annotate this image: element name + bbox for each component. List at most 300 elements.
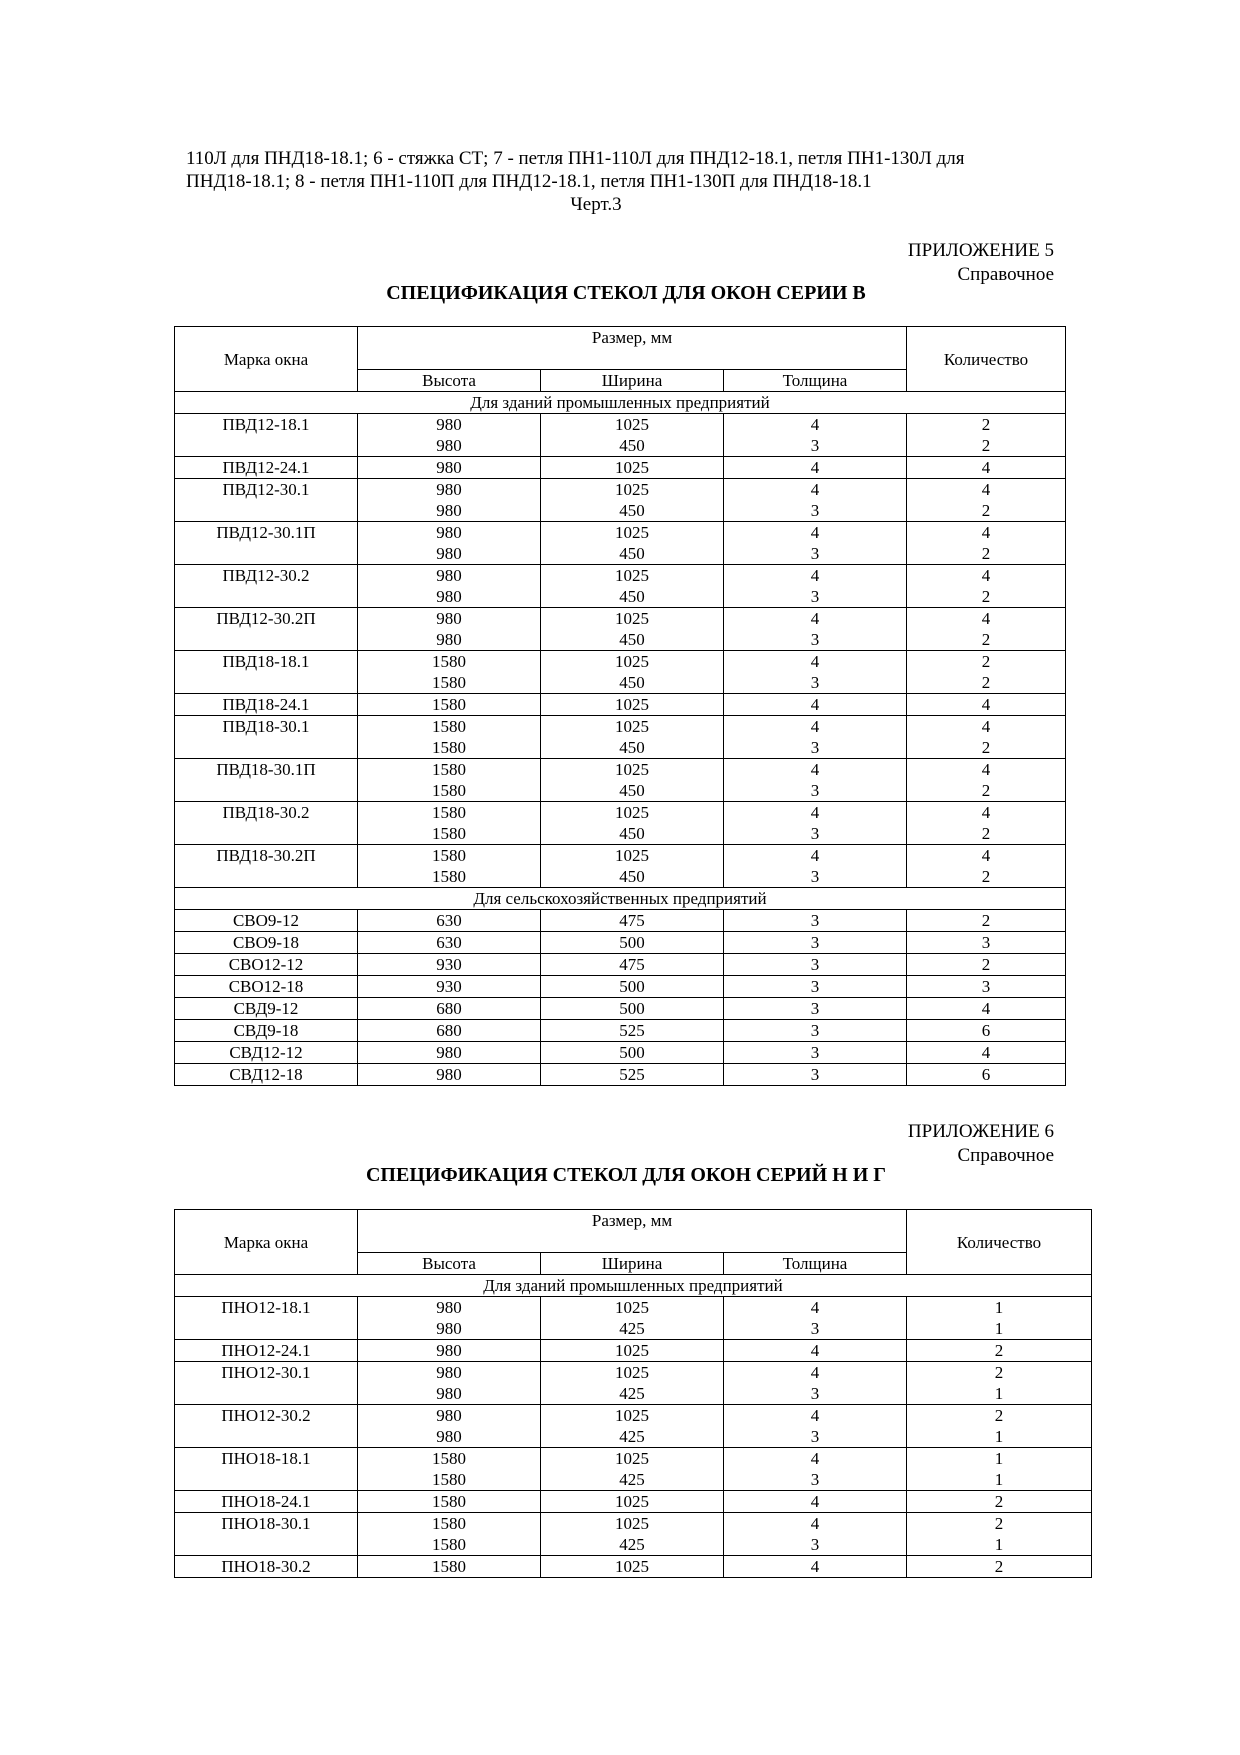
- cell-thickness: [724, 1064, 907, 1086]
- cell-height: [358, 845, 541, 888]
- cell-thickness-value: 4: [810, 1341, 820, 1360]
- cell-thickness-value: 4: [810, 566, 820, 585]
- cell-thickness-value: 4: [810, 1492, 820, 1511]
- cell-height-value: 1580: [432, 1557, 466, 1576]
- cell-height-value: 680: [436, 999, 462, 1018]
- cell-qty: [907, 1513, 1092, 1556]
- cell-height: [358, 1556, 541, 1578]
- cell-height: [358, 1513, 541, 1556]
- cell-thickness-value: 4: [810, 717, 820, 736]
- window-mark: ПВД12-30.1П: [175, 522, 358, 565]
- cell-qty-value: 2: [994, 1406, 1004, 1425]
- cell-width-value: 1025: [615, 609, 649, 628]
- cell-height-value: 980: [436, 1427, 462, 1446]
- cell-height-value: 1580: [432, 803, 466, 822]
- window-mark: ПНО12-24.1: [175, 1340, 358, 1362]
- cell-width: [541, 1448, 724, 1491]
- cell-width-value: 1025: [615, 1557, 649, 1576]
- cell-width-value: 500: [619, 933, 645, 952]
- cell-width: [541, 1556, 724, 1578]
- appendix6-note: Справочное: [957, 1145, 1054, 1166]
- header-height: Высота: [358, 370, 541, 392]
- cell-thickness-value: 4: [810, 523, 820, 542]
- window-mark: СВД9-12: [175, 998, 358, 1020]
- cell-width-value: 450: [619, 630, 645, 649]
- cell-thickness: [724, 1340, 907, 1362]
- cell-thickness: [724, 1297, 907, 1340]
- cell-qty-value: 2: [981, 781, 991, 800]
- cell-qty: [907, 1556, 1092, 1578]
- window-mark: ПВД18-30.2: [175, 802, 358, 845]
- window-mark: ПВД12-18.1: [175, 414, 358, 457]
- cell-height-value: 980: [436, 1298, 462, 1317]
- cell-thickness: [724, 1362, 907, 1405]
- cell-thickness-value: 3: [810, 587, 820, 606]
- table-row: [175, 998, 1066, 1020]
- cell-qty: [907, 716, 1066, 759]
- table-row: [175, 479, 1066, 522]
- cell-qty-value: 2: [994, 1363, 1004, 1382]
- cell-thickness: [724, 608, 907, 651]
- header-qty: Количество: [907, 1210, 1092, 1275]
- cell-thickness: [724, 1513, 907, 1556]
- header-size: Размер, мм: [358, 1210, 907, 1253]
- table-row: [175, 1448, 1092, 1491]
- cell-height: [358, 1362, 541, 1405]
- cell-width: [541, 522, 724, 565]
- cell-thickness-value: 3: [810, 867, 820, 886]
- cell-width-value: 450: [619, 738, 645, 757]
- cell-width-value: 425: [619, 1535, 645, 1554]
- cell-thickness: [724, 802, 907, 845]
- cell-thickness: [724, 1405, 907, 1448]
- table-row: [175, 1297, 1092, 1340]
- cell-qty: [907, 565, 1066, 608]
- table-row: [175, 1340, 1092, 1362]
- cell-width-value: 1025: [615, 1341, 649, 1360]
- cell-thickness: [724, 954, 907, 976]
- cell-qty-value: 1: [994, 1535, 1004, 1554]
- table-row: [175, 716, 1066, 759]
- appendix6-header: [908, 1120, 1054, 1168]
- section-row: [175, 888, 1066, 910]
- cell-width-value: 1025: [615, 803, 649, 822]
- window-mark: СВО12-18: [175, 976, 358, 998]
- cell-width-value: 1025: [615, 480, 649, 499]
- cell-width: [541, 694, 724, 716]
- cell-width-value: 425: [619, 1319, 645, 1338]
- cell-height-value: 1580: [432, 760, 466, 779]
- cell-qty-value: 2: [981, 415, 991, 434]
- cell-width-value: 500: [619, 1043, 645, 1062]
- cell-qty: [907, 932, 1066, 954]
- cell-width-value: 525: [619, 1021, 645, 1040]
- window-mark: ПНО12-30.1: [175, 1362, 358, 1405]
- cell-qty-value: 4: [981, 609, 991, 628]
- cell-thickness: [724, 1491, 907, 1513]
- cell-height-value: 980: [436, 630, 462, 649]
- cell-thickness-value: 3: [810, 630, 820, 649]
- cell-height-value: 980: [436, 1384, 462, 1403]
- cell-width-value: 1025: [615, 1492, 649, 1511]
- cell-qty-value: 2: [981, 630, 991, 649]
- cell-width-value: 450: [619, 587, 645, 606]
- cell-height-value: 980: [436, 415, 462, 434]
- cell-qty-value: 4: [981, 803, 991, 822]
- cell-height: [358, 457, 541, 479]
- cell-width: [541, 414, 724, 457]
- window-mark: СВД12-18: [175, 1064, 358, 1086]
- cell-thickness-value: 4: [810, 695, 820, 714]
- cell-thickness-value: 3: [810, 955, 820, 974]
- cell-qty: [907, 1064, 1066, 1086]
- cell-thickness-value: 3: [810, 911, 820, 930]
- cell-height-value: 980: [436, 1406, 462, 1425]
- cell-thickness: [724, 694, 907, 716]
- cell-qty-value: 6: [981, 1021, 991, 1040]
- cell-qty: [907, 1020, 1066, 1042]
- window-mark: ПВД12-30.2П: [175, 608, 358, 651]
- cell-qty-value: 2: [981, 738, 991, 757]
- window-mark: ПНО12-30.2: [175, 1405, 358, 1448]
- cell-qty-value: 2: [981, 673, 991, 692]
- table-row: [175, 414, 1066, 457]
- header-width: Ширина: [541, 370, 724, 392]
- table-row: [175, 802, 1066, 845]
- cell-height-value: 980: [436, 1319, 462, 1338]
- cell-qty: [907, 910, 1066, 932]
- cell-thickness-value: 3: [810, 1427, 820, 1446]
- cell-qty: [907, 1362, 1092, 1405]
- cell-qty-value: 2: [981, 544, 991, 563]
- cell-qty-value: 4: [981, 717, 991, 736]
- cell-height-value: 1580: [432, 738, 466, 757]
- cell-width: [541, 976, 724, 998]
- header-mark: Марка окна: [175, 327, 358, 392]
- table-row: [175, 565, 1066, 608]
- cell-width-value: 1025: [615, 695, 649, 714]
- cell-height-value: 1580: [432, 867, 466, 886]
- table-row: [175, 932, 1066, 954]
- cell-width: [541, 910, 724, 932]
- cell-height-value: 1580: [432, 1492, 466, 1511]
- cell-thickness-value: 4: [810, 803, 820, 822]
- cell-qty-value: 4: [981, 760, 991, 779]
- cell-width: [541, 802, 724, 845]
- cell-qty-value: 2: [981, 501, 991, 520]
- cell-thickness-value: 4: [810, 458, 820, 477]
- cell-qty: [907, 1448, 1092, 1491]
- window-mark: СВО12-12: [175, 954, 358, 976]
- cell-thickness-value: 3: [810, 1065, 820, 1084]
- cell-height-value: 1580: [432, 695, 466, 714]
- cell-qty-value: 4: [981, 523, 991, 542]
- cell-height: [358, 1297, 541, 1340]
- table-row: [175, 1362, 1092, 1405]
- cell-thickness-value: 3: [810, 501, 820, 520]
- appendix6-title: СПЕЦИФИКАЦИЯ СТЕКОЛ ДЛЯ ОКОН СЕРИЙ Н И Г: [365, 1164, 886, 1186]
- cell-width-value: 1025: [615, 717, 649, 736]
- cell-thickness-value: 3: [810, 977, 820, 996]
- cell-height: [358, 976, 541, 998]
- cell-width: [541, 651, 724, 694]
- window-mark: СВО9-12: [175, 910, 358, 932]
- cell-thickness-value: 3: [810, 1021, 820, 1040]
- cell-width: [541, 932, 724, 954]
- cell-height: [358, 954, 541, 976]
- cell-qty: [907, 522, 1066, 565]
- cell-height: [358, 998, 541, 1020]
- cell-height-value: 980: [436, 436, 462, 455]
- section-caption: Для зданий промышленных предприятий: [175, 392, 1066, 414]
- cell-thickness: [724, 759, 907, 802]
- cell-height-value: 1580: [432, 673, 466, 692]
- cell-height-value: 980: [436, 1341, 462, 1360]
- header-qty: Количество: [907, 327, 1066, 392]
- header-size: Размер, мм: [358, 327, 907, 370]
- cell-height-value: 980: [436, 523, 462, 542]
- cell-height-value: 1580: [432, 824, 466, 843]
- cell-width-value: 475: [619, 911, 645, 930]
- cell-height: [358, 522, 541, 565]
- cell-width-value: 1025: [615, 415, 649, 434]
- cell-height-value: 1580: [432, 1535, 466, 1554]
- cell-height-value: 630: [436, 911, 462, 930]
- cell-thickness: [724, 932, 907, 954]
- table-row: [175, 608, 1066, 651]
- cell-width: [541, 1362, 724, 1405]
- cell-width-value: 1025: [615, 458, 649, 477]
- window-mark: ПВД18-30.1: [175, 716, 358, 759]
- cell-qty: [907, 479, 1066, 522]
- cell-qty-value: 2: [994, 1514, 1004, 1533]
- cell-qty-value: 6: [981, 1065, 991, 1084]
- cell-qty: [907, 954, 1066, 976]
- cell-qty-value: 2: [994, 1341, 1004, 1360]
- cell-width: [541, 954, 724, 976]
- table-row: [175, 1491, 1092, 1513]
- table-row: [175, 694, 1066, 716]
- window-mark: ПВД18-30.1П: [175, 759, 358, 802]
- window-mark: ПНО18-24.1: [175, 1491, 358, 1513]
- cell-thickness-value: 3: [810, 1470, 820, 1489]
- table-row: [175, 910, 1066, 932]
- cell-thickness-value: 4: [810, 1406, 820, 1425]
- cell-width-value: 425: [619, 1384, 645, 1403]
- cell-qty: [907, 998, 1066, 1020]
- cell-height: [358, 414, 541, 457]
- table-row: [175, 651, 1066, 694]
- cell-width-value: 450: [619, 501, 645, 520]
- cell-thickness: [724, 522, 907, 565]
- cell-width-value: 450: [619, 544, 645, 563]
- cell-height: [358, 802, 541, 845]
- cell-height-value: 1580: [432, 1514, 466, 1533]
- cell-height-value: 980: [436, 609, 462, 628]
- window-mark: ПВД12-30.2: [175, 565, 358, 608]
- table-row: [175, 1064, 1066, 1086]
- cell-height: [358, 479, 541, 522]
- cell-thickness-value: 3: [810, 1384, 820, 1403]
- cell-qty-value: 2: [981, 652, 991, 671]
- cell-height-value: 1580: [432, 1470, 466, 1489]
- cell-qty-value: 1: [994, 1384, 1004, 1403]
- cell-height: [358, 1064, 541, 1086]
- cell-width-value: 1025: [615, 1363, 649, 1382]
- cell-height-value: 980: [436, 544, 462, 563]
- cell-width: [541, 479, 724, 522]
- cell-height: [358, 1405, 541, 1448]
- cell-thickness-value: 4: [810, 1298, 820, 1317]
- cell-width-value: 1025: [615, 566, 649, 585]
- cell-qty: [907, 414, 1066, 457]
- cell-qty: [907, 845, 1066, 888]
- cell-thickness-value: 3: [810, 436, 820, 455]
- header-mark: Марка окна: [175, 1210, 358, 1275]
- cell-height: [358, 651, 541, 694]
- cell-width: [541, 1491, 724, 1513]
- cell-height-value: 1580: [432, 717, 466, 736]
- cell-height-value: 980: [436, 566, 462, 585]
- cell-width: [541, 457, 724, 479]
- drawing-caption: Черт.3: [570, 194, 622, 215]
- cell-qty: [907, 694, 1066, 716]
- cell-width: [541, 716, 724, 759]
- appendix6-table: [174, 1209, 1092, 1578]
- cell-width-value: 1025: [615, 1298, 649, 1317]
- window-mark: ПВД18-30.2П: [175, 845, 358, 888]
- cell-width-value: 1025: [615, 1406, 649, 1425]
- cell-height: [358, 1448, 541, 1491]
- cell-qty: [907, 1340, 1092, 1362]
- table-row: [175, 1556, 1092, 1578]
- cell-height-value: 1580: [432, 781, 466, 800]
- cell-thickness-value: 3: [810, 999, 820, 1018]
- table-row: [175, 954, 1066, 976]
- cell-width: [541, 759, 724, 802]
- cell-width-value: 1025: [615, 846, 649, 865]
- cell-width: [541, 1405, 724, 1448]
- cell-qty-value: 4: [981, 566, 991, 585]
- header-width: Ширина: [541, 1253, 724, 1275]
- cell-thickness: [724, 651, 907, 694]
- cell-qty-value: 1: [994, 1427, 1004, 1446]
- cell-qty: [907, 1297, 1092, 1340]
- cell-qty-value: 3: [981, 933, 991, 952]
- cell-thickness: [724, 910, 907, 932]
- cell-width-value: 1025: [615, 1514, 649, 1533]
- appendix5-header: [908, 239, 1054, 287]
- cell-width-value: 450: [619, 824, 645, 843]
- cell-width-value: 500: [619, 977, 645, 996]
- cell-qty: [907, 802, 1066, 845]
- cell-thickness-value: 4: [810, 1363, 820, 1382]
- table-row: [175, 1020, 1066, 1042]
- section-caption: Для сельскохозяйственных предприятий: [175, 888, 1066, 910]
- appendix5-title: СПЕЦИФИКАЦИЯ СТЕКОЛ ДЛЯ ОКОН СЕРИИ В: [386, 282, 866, 304]
- cell-qty-value: 2: [994, 1557, 1004, 1576]
- cell-qty-value: 2: [994, 1492, 1004, 1511]
- cell-qty-value: 2: [981, 911, 991, 930]
- cell-height-value: 1580: [432, 652, 466, 671]
- cell-height-value: 980: [436, 1065, 462, 1084]
- cell-height: [358, 1020, 541, 1042]
- cell-height: [358, 1491, 541, 1513]
- cell-qty-value: 3: [981, 977, 991, 996]
- cell-qty-value: 2: [981, 867, 991, 886]
- cell-qty-value: 4: [981, 480, 991, 499]
- cell-qty-value: 2: [981, 824, 991, 843]
- cell-qty-value: 4: [981, 846, 991, 865]
- cell-qty: [907, 1042, 1066, 1064]
- cell-thickness-value: 4: [810, 609, 820, 628]
- cell-height-value: 930: [436, 955, 462, 974]
- cell-qty-value: 1: [994, 1319, 1004, 1338]
- cell-thickness: [724, 457, 907, 479]
- cell-qty-value: 4: [981, 999, 991, 1018]
- cell-height-value: 930: [436, 977, 462, 996]
- cell-thickness-value: 3: [810, 933, 820, 952]
- cell-qty-value: 4: [981, 1043, 991, 1062]
- cell-width-value: 500: [619, 999, 645, 1018]
- cell-width-value: 450: [619, 867, 645, 886]
- cell-height-value: 980: [436, 1043, 462, 1062]
- table-row: [175, 1405, 1092, 1448]
- table-row: [175, 457, 1066, 479]
- window-mark: ПВД12-30.1: [175, 479, 358, 522]
- cell-height-value: 980: [436, 1363, 462, 1382]
- cell-height: [358, 759, 541, 802]
- cell-thickness-value: 4: [810, 760, 820, 779]
- cell-thickness-value: 4: [810, 415, 820, 434]
- cell-height: [358, 565, 541, 608]
- cell-width: [541, 1042, 724, 1064]
- cell-width: [541, 565, 724, 608]
- cell-thickness-value: 3: [810, 781, 820, 800]
- cell-height: [358, 932, 541, 954]
- appendix5-table: [174, 326, 1066, 1086]
- section-caption: Для зданий промышленных предприятий: [175, 1275, 1092, 1297]
- cell-height-value: 680: [436, 1021, 462, 1040]
- cell-height: [358, 910, 541, 932]
- cell-height-value: 1580: [432, 846, 466, 865]
- cell-width: [541, 1340, 724, 1362]
- cell-width-value: 1025: [615, 652, 649, 671]
- cell-qty-value: 1: [994, 1470, 1004, 1489]
- cell-thickness-value: 3: [810, 544, 820, 563]
- cell-width: [541, 1064, 724, 1086]
- cell-qty: [907, 759, 1066, 802]
- cell-height: [358, 608, 541, 651]
- cell-width: [541, 1297, 724, 1340]
- cell-thickness: [724, 998, 907, 1020]
- cell-width-value: 475: [619, 955, 645, 974]
- cell-thickness: [724, 565, 907, 608]
- cell-height: [358, 694, 541, 716]
- section-row: [175, 392, 1066, 414]
- cell-width: [541, 1513, 724, 1556]
- cell-qty-value: 2: [981, 436, 991, 455]
- appendix5-note: Справочное: [957, 264, 1054, 285]
- header-thickness: Толщина: [724, 370, 907, 392]
- cell-height-value: 630: [436, 933, 462, 952]
- window-mark: ПВД18-24.1: [175, 694, 358, 716]
- cell-qty-value: 4: [981, 695, 991, 714]
- table-row: [175, 1042, 1066, 1064]
- cell-width-value: 1025: [615, 760, 649, 779]
- cell-qty-value: 1: [994, 1449, 1004, 1468]
- cell-width: [541, 845, 724, 888]
